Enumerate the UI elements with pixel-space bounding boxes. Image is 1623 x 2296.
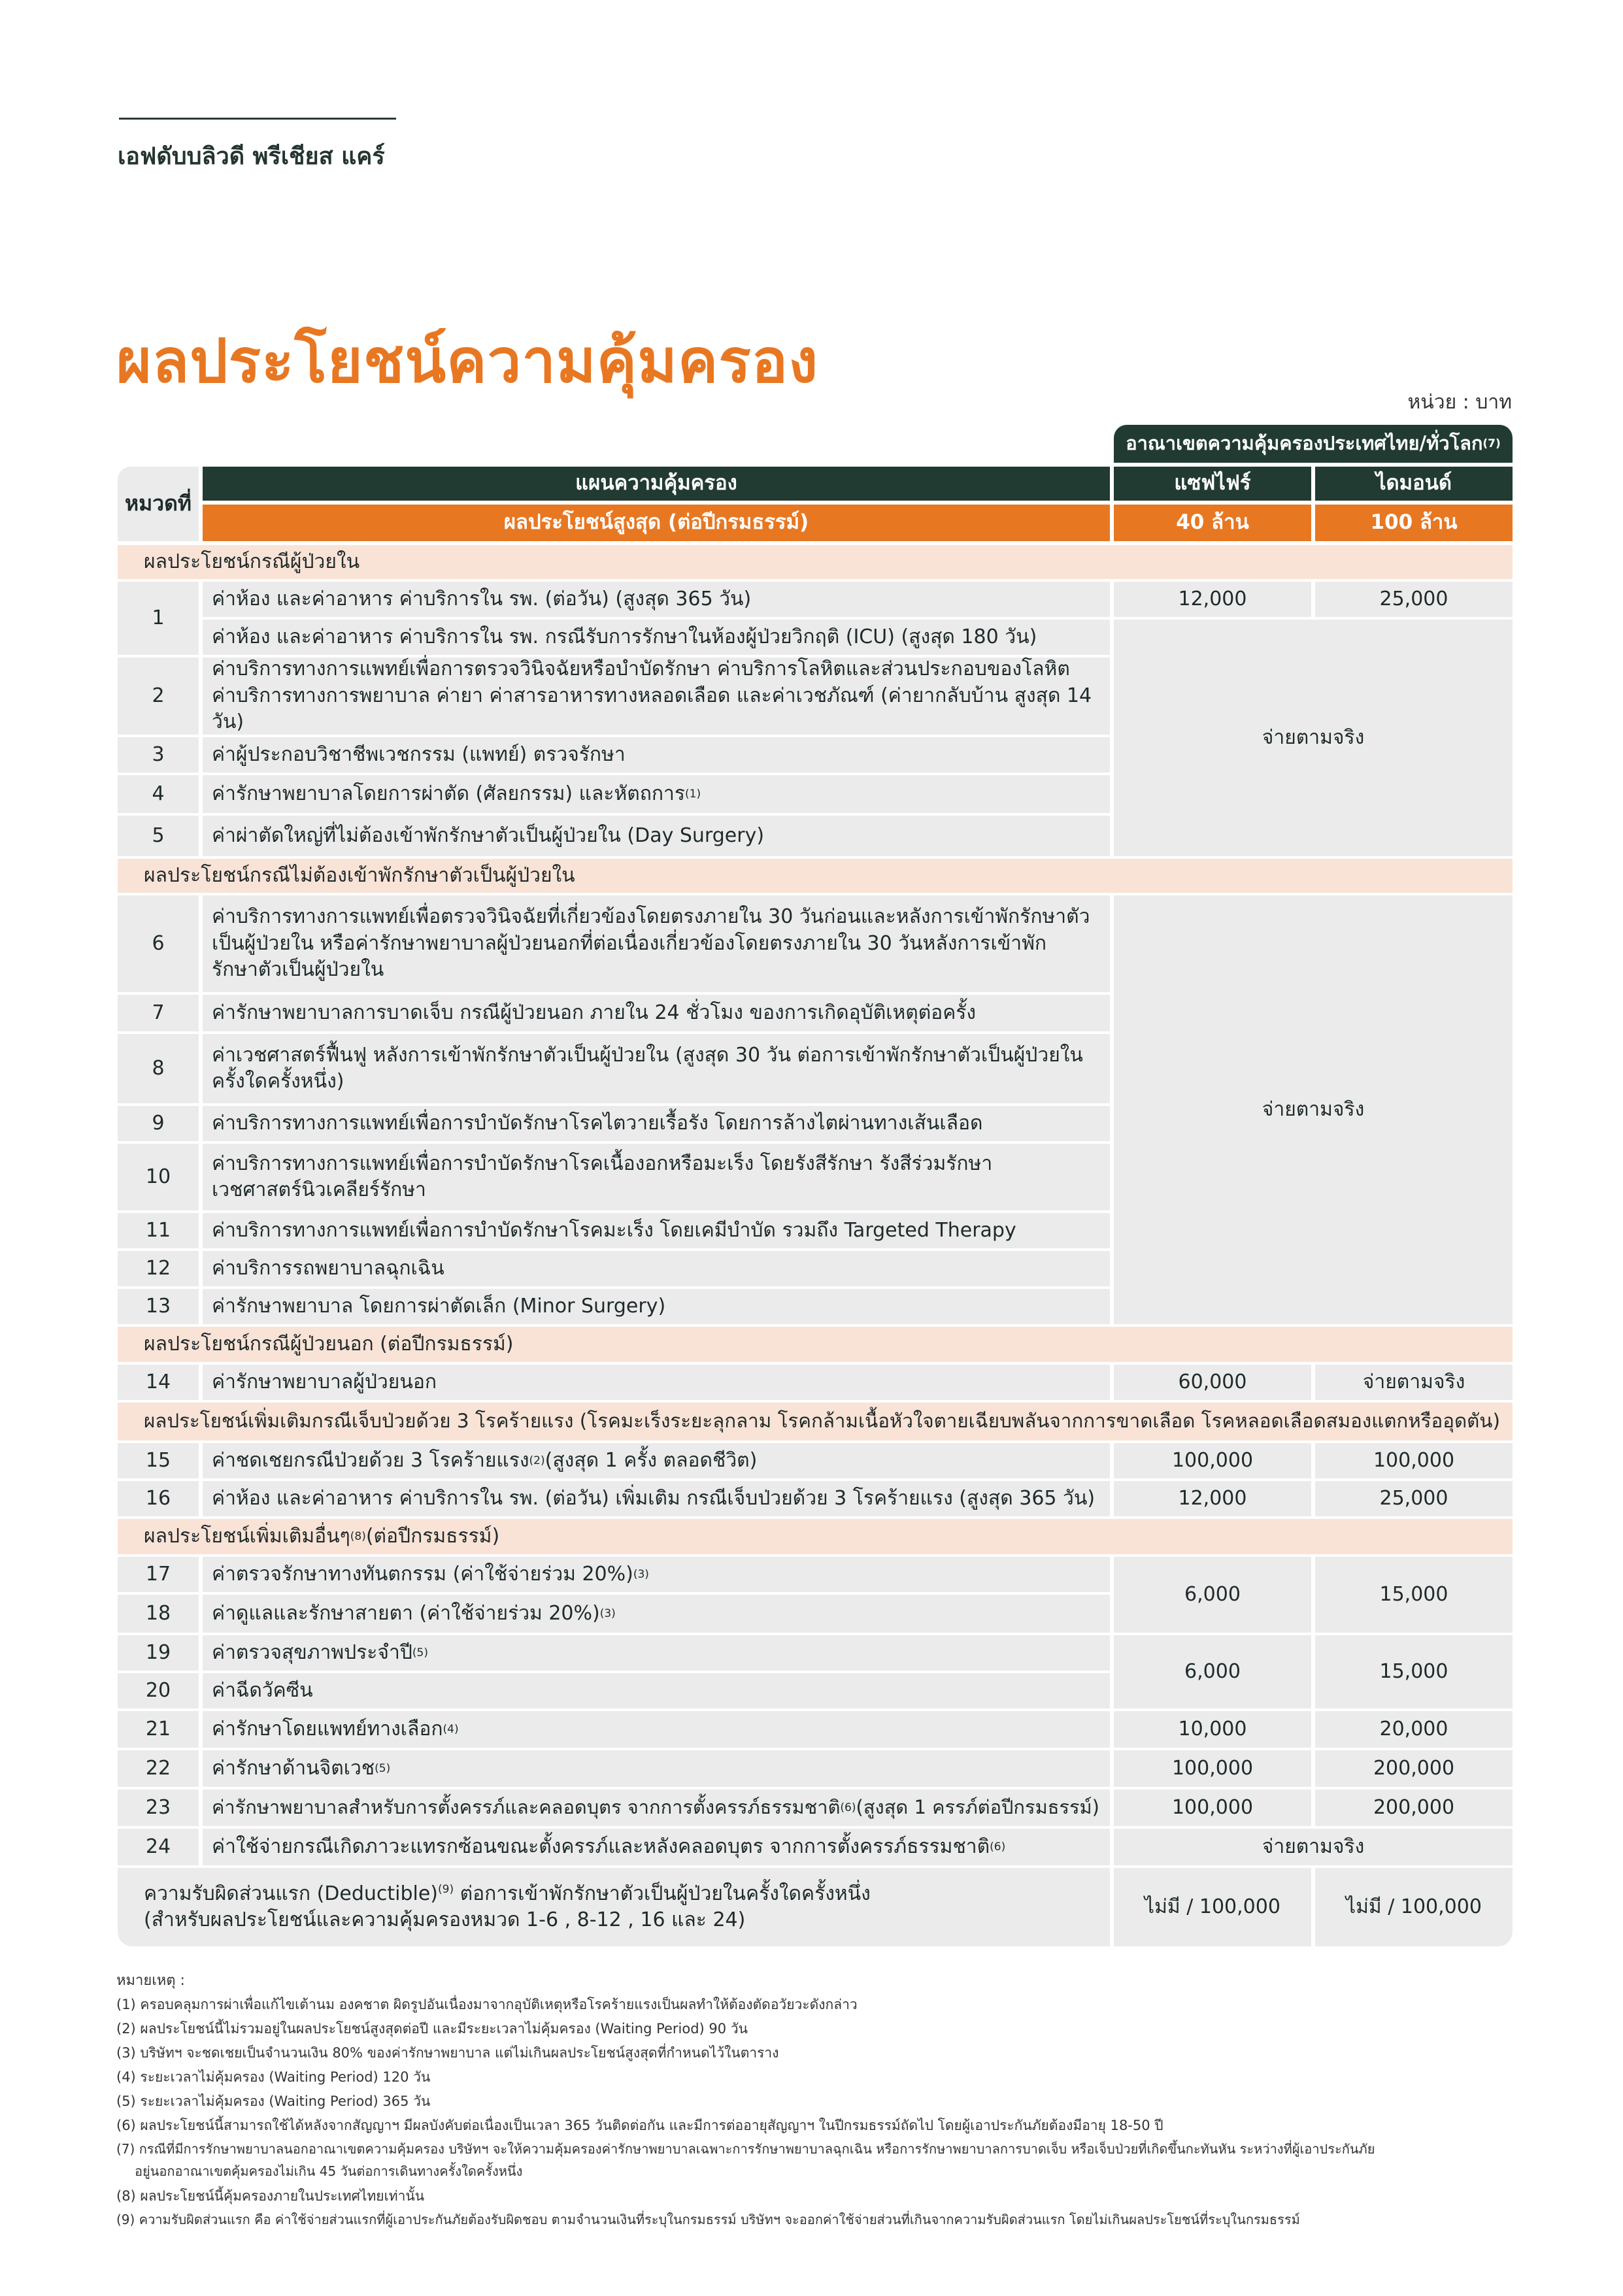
benefits-table xyxy=(118,0,1513,2296)
benefit-description: ค่ารักษาพยาบาลสำหรับการตั้งครรภ์และคลอดบุตร จากการตั้งครรภ์ธรรมชาติ (6) (สูงสุด 1 ครรภ์ต่อปีกรมธรรม์) xyxy=(203,1789,1110,1826)
value-sapphire: 12,000 xyxy=(1114,1481,1311,1516)
benefit-description: ค่าห้อง และค่าอาหาร ค่าบริการใน รพ. กรณีรับการรักษาในห้องผู้ป่วยวิกฤติ (ICU) (สูงสุด 180 วัน) xyxy=(203,620,1110,655)
section-inpatient: ผลประโยชน์กรณีผู้ป่วยใน xyxy=(118,545,1513,579)
row-number: 10 xyxy=(118,1144,199,1210)
row-number: 3 xyxy=(118,737,199,773)
value-diamond: 25,000 xyxy=(1315,582,1513,617)
benefit-description: ค่าห้อง และค่าอาหาร ค่าบริการใน รพ. (ต่อวัน) (สูงสุด 365 วัน) xyxy=(203,582,1110,617)
benefit-description: ค่าเวชศาสตร์ฟื้นฟู หลังการเข้าพักรักษาตัวเป็นผู้ป่วยใน (สูงสุด 30 วัน ต่อการเข้าพักรักษาตัวเป็นผู้ป่วยใน ครั้งใดครั้งหนึ่ง) xyxy=(203,1034,1110,1103)
plan-sapphire-header: แซฟไฟร์ xyxy=(1114,467,1311,501)
page-title: ผลประโยชน์ความคุ้มครอง xyxy=(116,326,818,396)
row-number: 12 xyxy=(118,1251,199,1286)
deductible-diamond: ไม่มี / 100,000 xyxy=(1315,1868,1513,1946)
row-number: 7 xyxy=(118,995,199,1031)
section-outpatient: ผลประโยชน์กรณีผู้ป่วยนอก (ต่อปีกรมธรรม์) xyxy=(118,1327,1513,1362)
benefit-description: ค่าบริการทางการแพทย์เพื่อตรวจวินิจฉัยที่เกี่ยวข้องโดยตรงภายใน 30 วันก่อนและหลังการเข้าพักรักษาตัว เป็นผู้ป่วยใน หรือค่ารักษาพยาบาลผู้ป่วยนอกที่ต่อเนื่องเกี่ยวข้องโดยตรงภายใน 30 วันหลังการเข้าพัก รักษาตัวเป็นผู้ป่วยใน xyxy=(203,895,1110,992)
section-no-admit: ผลประโยชน์กรณีไม่ต้องเข้าพักรักษาตัวเป็นผู้ป่วยใน xyxy=(118,859,1513,893)
row-number: 24 xyxy=(118,1829,199,1865)
row-number: 20 xyxy=(118,1673,199,1708)
footnote: (1) ครอบคลุมการผ่าเพื่อแก้ไขเต้านม องคชาต ผิดรูปอันเนื่องมาจากอุบัติเหตุหรือโรคร้ายแรงเป็นผลทำให้ต้องตัดอวัยวะดังกล่าว xyxy=(116,1997,858,2012)
benefit-description: ค่าดูแลและรักษาสายตา (ค่าใช้จ่ายร่วม 20%) (3) xyxy=(203,1595,1110,1633)
row-number: 5 xyxy=(118,816,199,856)
benefit-description: ค่าบริการรถพยาบาลฉุกเฉิน xyxy=(203,1251,1110,1286)
footnote: (9) ความรับผิดส่วนแรก คือ ค่าใช้จ่ายส่วนแรกที่ผู้เอาประกันภัยต้องรับผิดชอบ ตามจำนวนเงินที่ระบุในกรมธรรม์ บริษัทฯ จะออกค่าใช้จ่ายส่วนที่เกินจากความรับผิดส่วนแรก โดยไม่เกินผลประโยชน์ที่ระบุในกรมธรรม์ xyxy=(116,2212,1300,2227)
benefit-description: ค่ารักษาด้านจิตเวช (5) xyxy=(203,1750,1110,1787)
row-number: 16 xyxy=(118,1481,199,1516)
row-number: 11 xyxy=(118,1213,199,1248)
benefit-description: ค่ารักษาพยาบาลการบาดเจ็บ กรณีผู้ป่วยนอก ภายใน 24 ชั่วโมง ของการเกิดอุบัติเหตุต่อครั้ง xyxy=(203,995,1110,1031)
value-actual-cost: จ่ายตามจริง xyxy=(1114,620,1513,856)
category-header: หมวดที่ xyxy=(118,467,199,541)
brand-name: เอฟดับบลิวดี พรีเชียส แคร์ xyxy=(118,143,385,170)
value-diamond: จ่ายตามจริง xyxy=(1315,1365,1513,1400)
benefit-description: ค่ารักษาพยาบาลผู้ป่วยนอก xyxy=(203,1365,1110,1400)
row-number: 2 xyxy=(118,657,199,735)
row-number: 22 xyxy=(118,1750,199,1787)
row-number: 21 xyxy=(118,1711,199,1748)
value-diamond: 15,000 xyxy=(1315,1635,1513,1708)
footnote: (2) ผลประโยชน์นี้ไม่รวมอยู่ในผลประโยชน์สูงสุดต่อปี และมีระยะเวลาไม่คุ้มครอง (Waiting Period) 90 วัน xyxy=(116,2021,748,2037)
footnote: อยู่นอกอาณาเขตคุ้มครองไม่เกิน 45 วันต่อการเดินทางครั้งใดครั้งหนึ่ง xyxy=(135,2163,523,2179)
max-benefit-diamond: 100 ล้าน xyxy=(1315,505,1513,541)
region-header: อาณาเขตความคุ้มครองประเทศไทย/ทั่วโลก (7) xyxy=(1114,425,1513,463)
max-benefit-label: ผลประโยชน์สูงสุด (ต่อปีกรมธรรม์) xyxy=(203,505,1110,541)
value-diamond: 20,000 xyxy=(1315,1711,1513,1748)
benefit-description: ค่ารักษาพยาบาล โดยการผ่าตัดเล็ก (Minor Surgery) xyxy=(203,1289,1110,1324)
value-diamond: 25,000 xyxy=(1315,1481,1513,1516)
footnote: (5) ระยะเวลาไม่คุ้มครอง (Waiting Period) 365 วัน xyxy=(116,2093,431,2109)
row-number: 13 xyxy=(118,1289,199,1324)
value-diamond: 100,000 xyxy=(1315,1443,1513,1478)
section-other: ผลประโยชน์เพิ่มเติมอื่นๆ (8) (ต่อปีกรมธรรม์) xyxy=(118,1519,1513,1554)
value-sapphire: 60,000 xyxy=(1114,1365,1311,1400)
value-sapphire: 6,000 xyxy=(1114,1635,1311,1708)
value-sapphire: 12,000 xyxy=(1114,582,1311,617)
benefit-description: ค่ารักษาโดยแพทย์ทางเลือก (4) xyxy=(203,1711,1110,1748)
benefit-description: ค่าชดเชยกรณีป่วยด้วย 3 โรคร้ายแรง (2) (สูงสุด 1 ครั้ง ตลอดชีวิต) xyxy=(203,1443,1110,1478)
value-sapphire: 100,000 xyxy=(1114,1750,1311,1787)
value-sapphire: 100,000 xyxy=(1114,1443,1311,1478)
plan-header: แผนความคุ้มครอง xyxy=(203,467,1110,501)
value-sapphire: 10,000 xyxy=(1114,1711,1311,1748)
value-diamond: 200,000 xyxy=(1315,1750,1513,1787)
footnote: (8) ผลประโยชน์นี้คุ้มครองภายในประเทศไทยเท่านั้น xyxy=(116,2188,425,2204)
benefit-description: ค่าบริการทางการแพทย์เพื่อการบำบัดรักษาโรคมะเร็ง โดยเคมีบำบัด รวมถึง Targeted Therapy xyxy=(203,1213,1110,1248)
deductible-description: ความรับผิดส่วนแรก (Deductible)$^{(9)}$ ต่อการเข้าพักรักษาตัวเป็นผู้ป่วยในครั้งใดครั้งหนึ่ง (สำหรับผลประโยชน์และความคุ้มครองหมวด 1-6 , 8-12 , 16 และ 24) xyxy=(118,1868,1110,1946)
row-number: 6 xyxy=(118,895,199,992)
row-number: 17 xyxy=(118,1557,199,1592)
benefit-description: ค่าบริการทางการแพทย์เพื่อการตรวจวินิจฉัยหรือบำบัดรักษา ค่าบริการโลหิตและส่วนประกอบของโลหิต ค่าบริการทางการพยาบาล ค่ายา ค่าสารอาหารทางหลอดเลือด และค่าเวชภัณฑ์ (ค่ายากลับบ้าน สูงสุด 14 วัน) xyxy=(203,657,1110,735)
notes-title: หมายเหตุ : xyxy=(116,1972,185,1989)
footnote: (7) กรณีที่มีการรักษาพยาบาลนอกอาณาเขตความคุ้มครอง บริษัทฯ จะให้ความคุ้มครองค่ารักษาพยาบาลเฉพาะการรักษาพยาบาลฉุกเฉิน หรือการรักษาพยาบาลการบาดเจ็บ หรือเจ็บป่วยที่เกิดขึ้นกะทันหัน ระหว่างที่ผู้เอาประกันภัย xyxy=(116,2141,1375,2157)
value-diamond: 200,000 xyxy=(1315,1789,1513,1826)
footnote: (3) บริษัทฯ จะชดเชยเป็นจำนวนเงิน 80% ของค่ารักษาพยาบาล แต่ไม่เกินผลประโยชน์สูงสุดที่กำหนดไว้ในตาราง xyxy=(116,2045,779,2061)
row-number: 8 xyxy=(118,1034,199,1103)
benefit-description: ค่ารักษาพยาบาลโดยการผ่าตัด (ศัลยกรรม) และหัตถการ (1) xyxy=(203,775,1110,813)
max-benefit-sapphire: 40 ล้าน xyxy=(1114,505,1311,541)
value-diamond: 15,000 xyxy=(1315,1557,1513,1633)
footnote: (4) ระยะเวลาไม่คุ้มครอง (Waiting Period) 120 วัน xyxy=(116,2069,431,2085)
row-number: 1 xyxy=(118,582,199,655)
deductible-sapphire: ไม่มี / 100,000 xyxy=(1114,1868,1311,1946)
unit-label: หน่วย : บาท xyxy=(1407,391,1512,414)
value-actual-cost: จ่ายตามจริง xyxy=(1114,1829,1513,1865)
row-number: 4 xyxy=(118,775,199,813)
value-sapphire: 100,000 xyxy=(1114,1789,1311,1826)
benefit-description: ค่าบริการทางการแพทย์เพื่อการบำบัดรักษาโรคเนื้องอกหรือมะเร็ง โดยรังสีรักษา รังสีร่วมรักษา เวชศาสตร์นิวเคลียร์รักษา xyxy=(203,1144,1110,1210)
value-actual-cost: จ่ายตามจริง xyxy=(1114,895,1513,1324)
benefit-description: ค่าบริการทางการแพทย์เพื่อการบำบัดรักษาโรคไตวายเรื้อรัง โดยการล้างไตผ่านทางเส้นเลือด xyxy=(203,1106,1110,1141)
benefit-description: ค่าใช้จ่ายกรณีเกิดภาวะแทรกซ้อนขณะตั้งครรภ์และหลังคลอดบุตร จากการตั้งครรภ์ธรรมชาติ (6) xyxy=(203,1829,1110,1865)
row-number: 15 xyxy=(118,1443,199,1478)
benefit-description: ค่าตรวจรักษาทางทันตกรรม (ค่าใช้จ่ายร่วม 20%) (3) xyxy=(203,1557,1110,1592)
plan-diamond-header: ไดมอนด์ xyxy=(1315,467,1513,501)
benefit-description: ค่าผ่าตัดใหญ่ที่ไม่ต้องเข้าพักรักษาตัวเป็นผู้ป่วยใน (Day Surgery) xyxy=(203,816,1110,856)
row-number: 9 xyxy=(118,1106,199,1141)
row-number: 19 xyxy=(118,1635,199,1671)
benefit-description: ค่าตรวจสุขภาพประจำปี (5) xyxy=(203,1635,1110,1671)
benefit-description: ค่าฉีดวัคซีน xyxy=(203,1673,1110,1708)
value-sapphire: 6,000 xyxy=(1114,1557,1311,1633)
footnote: (6) ผลประโยชน์นี้สามารถใช้ได้หลังจากสัญญาฯ มีผลบังคับต่อเนื่องเป็นเวลา 365 วันติดต่อกัน และมีการต่ออายุสัญญาฯ ในปีกรมธรรม์ถัดไป โดยผู้เอาประกันภัยต้องมีอายุ 18-50 ปี xyxy=(116,2118,1163,2133)
benefit-description: ค่าผู้ประกอบวิชาชีพเวชกรรม (แพทย์) ตรวจรักษา xyxy=(203,737,1110,773)
row-number: 18 xyxy=(118,1595,199,1633)
row-number: 14 xyxy=(118,1365,199,1400)
row-number: 23 xyxy=(118,1789,199,1826)
section-critical-illness: ผลประโยชน์เพิ่มเติมกรณีเจ็บป่วยด้วย 3 โรคร้ายแรง (โรคมะเร็งระยะลุกลาม โรคกล้ามเนื้อหัวใจตายเฉียบพลันจากการขาดเลือด โรคหลอดเลือดสมองแตกหรืออุดตัน) xyxy=(118,1403,1513,1440)
benefit-description: ค่าห้อง และค่าอาหาร ค่าบริการใน รพ. (ต่อวัน) เพิ่มเติม กรณีเจ็บป่วยด้วย 3 โรคร้ายแรง (สูงสุด 365 วัน) xyxy=(203,1481,1110,1516)
